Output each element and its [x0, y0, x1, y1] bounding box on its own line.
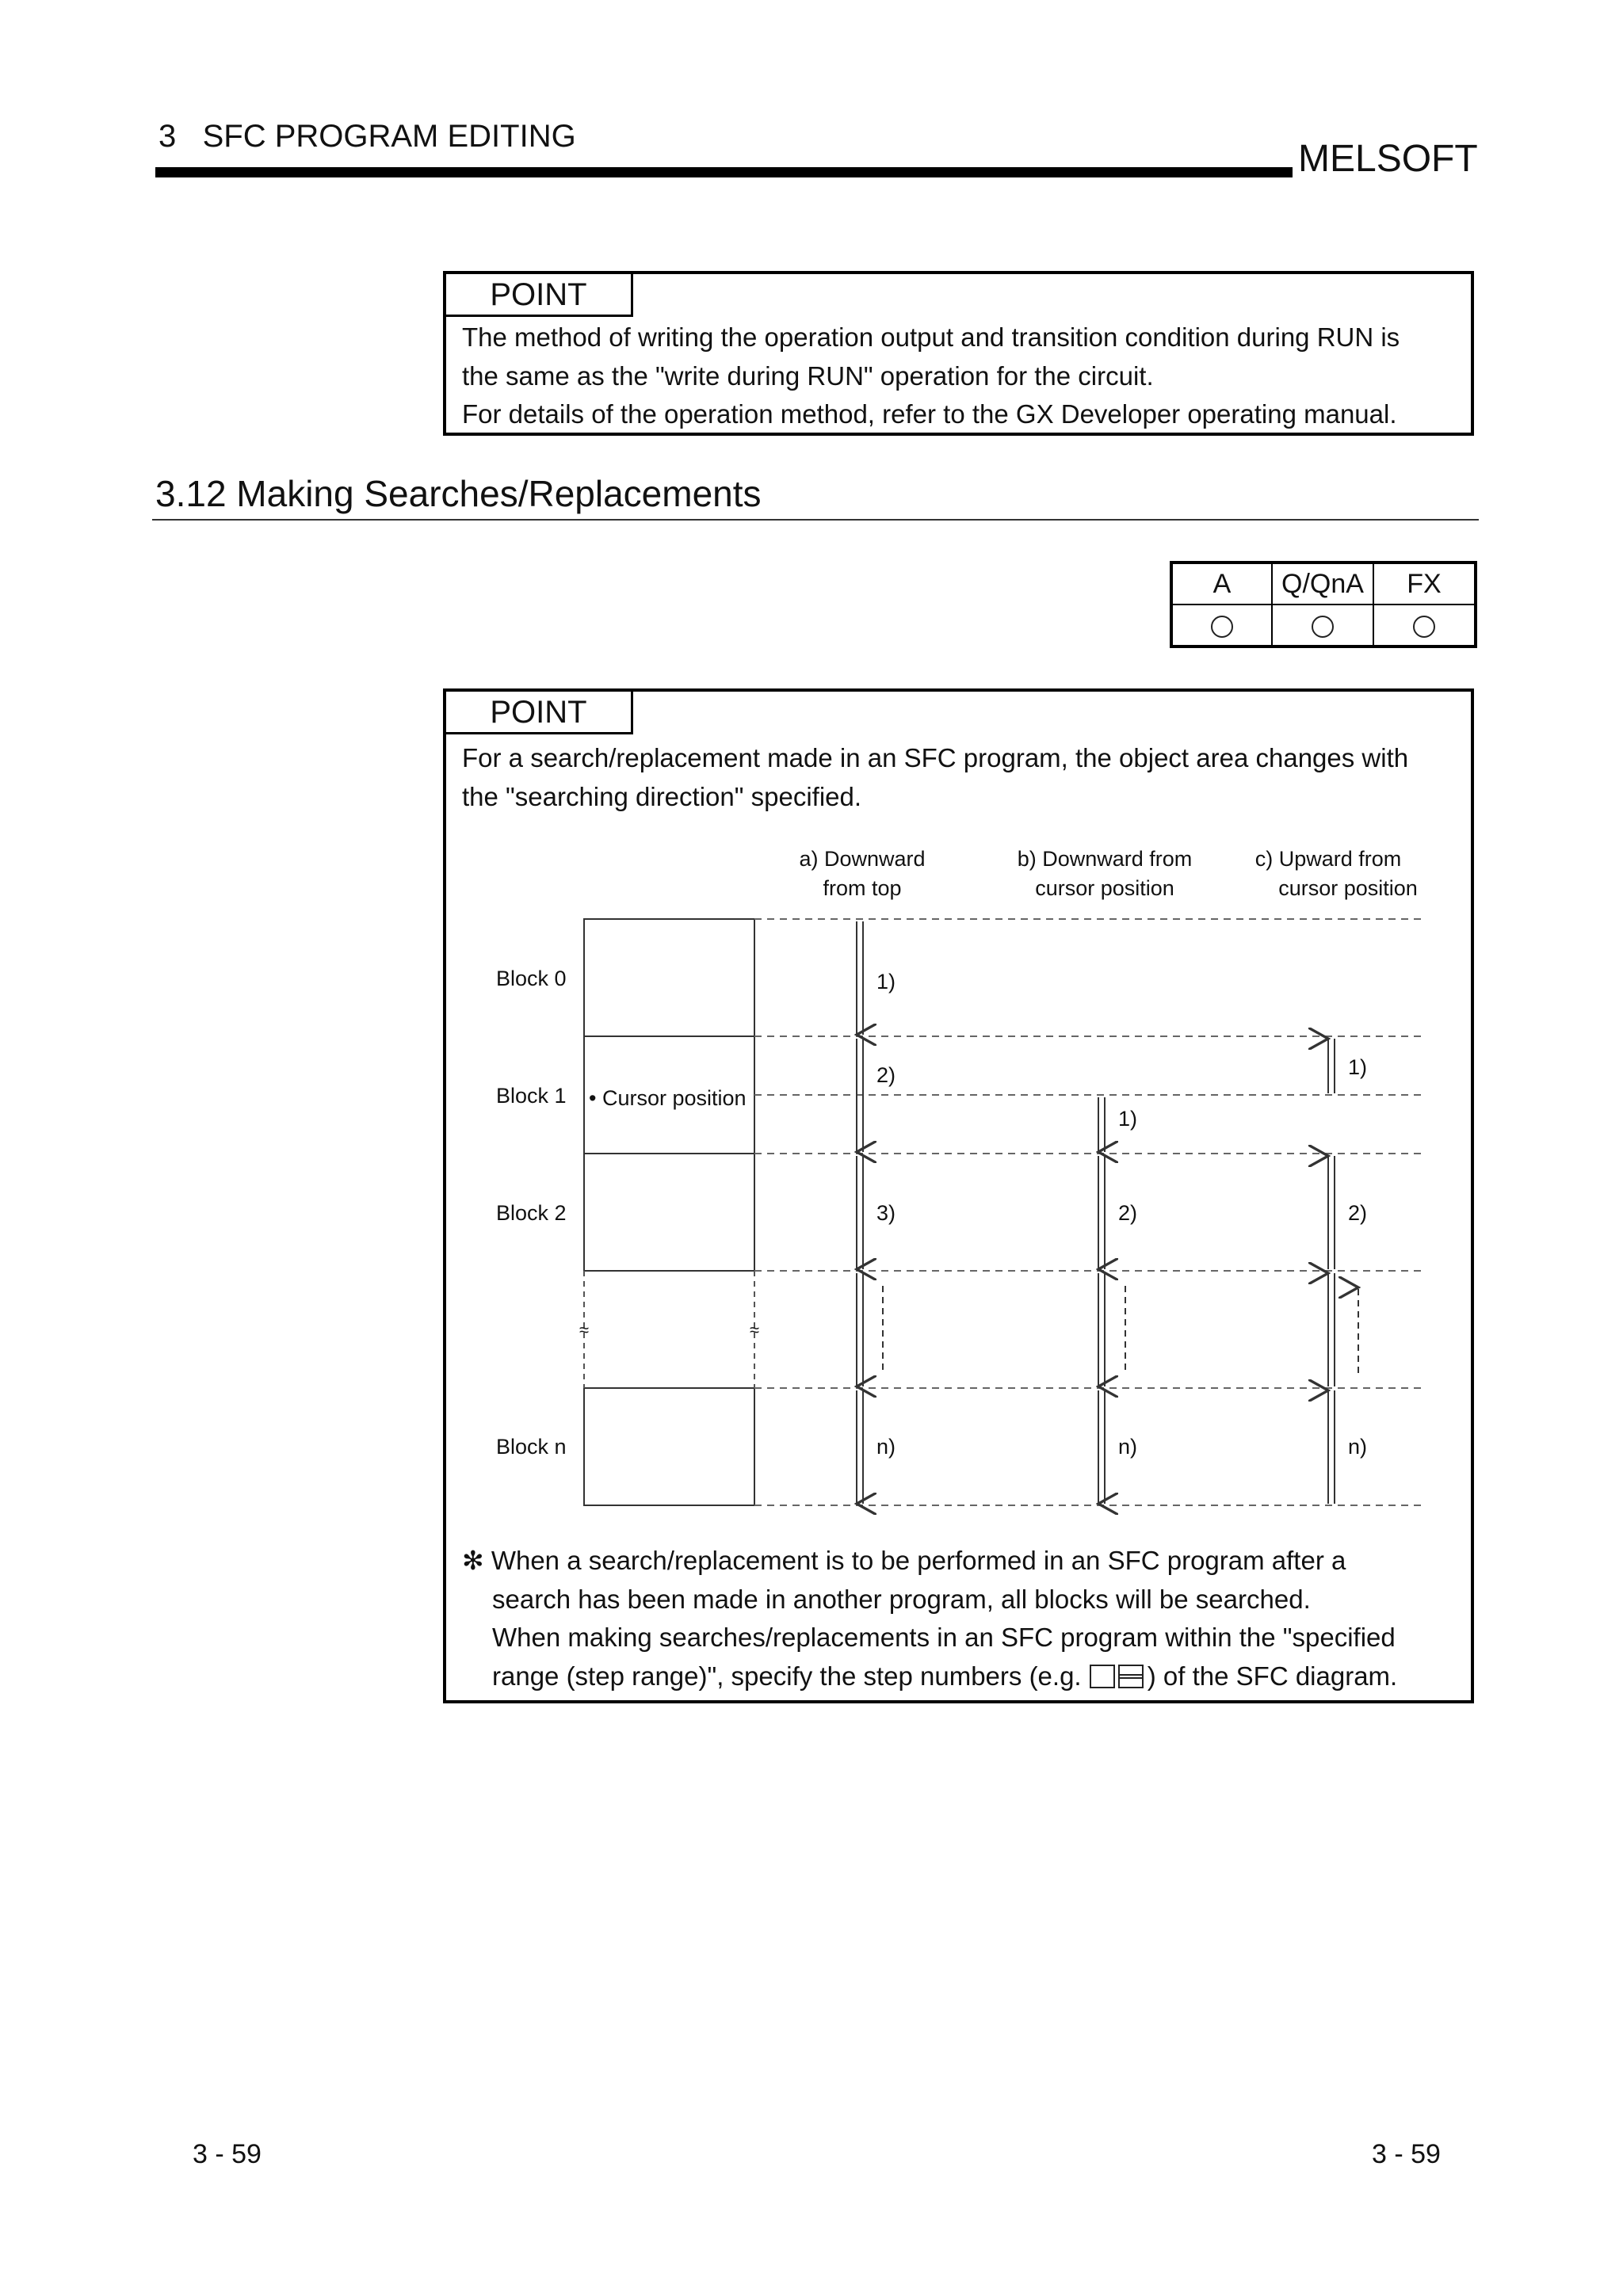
point-line: the same as the "write during RUN" operation for the circuit.: [462, 360, 1154, 391]
note-line: search has been made in another program, all blocks will be searched.: [492, 1584, 1311, 1614]
transition-step-symbol-icon: [1117, 1663, 1148, 1690]
col-c-step-1: 1): [1348, 1055, 1368, 1079]
block-label-n: Block n: [496, 1435, 567, 1459]
compatibility-table: [1170, 561, 1477, 648]
note-line: range (step range)", specify the step numbers (e.g. ) of the SFC diagram.: [492, 1661, 1398, 1691]
point-tab: POINT: [446, 274, 633, 317]
chapter-title: 3 SFC PROGRAM EDITING: [158, 119, 576, 154]
col-a-step-3: 3): [876, 1201, 896, 1225]
section-rule: [152, 519, 1479, 521]
point-line: the "searching direction" specified.: [462, 781, 862, 811]
col-a-step-n: n): [876, 1435, 896, 1459]
header-rule: [155, 167, 1293, 177]
search-direction-diagram: [446, 692, 1471, 1531]
point-line: For details of the operation method, refer to the GX Developer operating manual.: [462, 399, 1397, 429]
page-number-left: 3 - 59: [193, 2139, 262, 2169]
page-number-right: 3 - 59: [1372, 2139, 1441, 2169]
brand-logo: MELSOFT: [1298, 138, 1478, 180]
supported-circle-icon: [1413, 616, 1435, 638]
point-box-search-direction: [443, 688, 1474, 1703]
compat-cell-a: [1171, 605, 1272, 646]
col-a-step-2: 2): [876, 1063, 896, 1087]
compat-cell-qqna: [1272, 605, 1373, 646]
compat-header-fx: FX: [1373, 563, 1476, 605]
col-b-header-2: cursor position: [1035, 876, 1174, 900]
col-a-header-2: from top: [823, 876, 902, 900]
section-title: 3.12 Making Searches/Replacements: [155, 473, 762, 514]
block-label-1: Block 1: [496, 1084, 567, 1108]
col-c-step-n: n): [1348, 1435, 1368, 1459]
point-tab: POINT: [446, 692, 633, 734]
col-c-header-2: cursor position: [1278, 876, 1418, 900]
block-label-0: Block 0: [496, 967, 567, 990]
col-c-header-1: c) Upward from: [1254, 847, 1402, 871]
step-symbol-icon: [1089, 1663, 1117, 1690]
block-label-2: Block 2: [496, 1201, 567, 1225]
col-a-header-1: a) Downward: [799, 847, 926, 871]
compat-cell-fx: [1373, 605, 1476, 646]
supported-circle-icon: [1312, 616, 1334, 638]
omission-mark-icon: ≈: [579, 1320, 590, 1340]
compat-header-qqna: Q/QnA: [1272, 563, 1373, 605]
cursor-position-label: • Cursor position: [589, 1086, 747, 1110]
point-line: The method of writing the operation output and transition condition during RUN is: [462, 322, 1400, 352]
block-boundary-guides: [754, 919, 1425, 1505]
compat-header-a: A: [1171, 563, 1272, 605]
omission-mark-icon: ≈: [749, 1320, 760, 1340]
col-b-step-1: 1): [1118, 1107, 1138, 1131]
asterisk-mark-icon: ✻: [462, 1546, 484, 1575]
col-c-step-2: 2): [1348, 1201, 1368, 1225]
supported-circle-icon: [1211, 616, 1233, 638]
search-note: [462, 1542, 1397, 1695]
col-b-step-2: 2): [1118, 1201, 1138, 1225]
point-line: For a search/replacement made in an SFC program, the object area changes with: [462, 743, 1409, 772]
col-b-step-n: n): [1118, 1435, 1138, 1459]
col-b-header-1: b) Downward from: [1017, 847, 1193, 871]
point-box-run-write: [443, 271, 1474, 436]
block-box-n: [584, 1388, 754, 1505]
note-line: When making searches/replacements in an SFC program within the "specified: [492, 1623, 1396, 1652]
col-a-step-1: 1): [876, 970, 896, 994]
point-text: [462, 318, 1400, 434]
note-line: ✻ When a search/replacement is to be performed in an SFC program after a: [462, 1546, 1346, 1575]
